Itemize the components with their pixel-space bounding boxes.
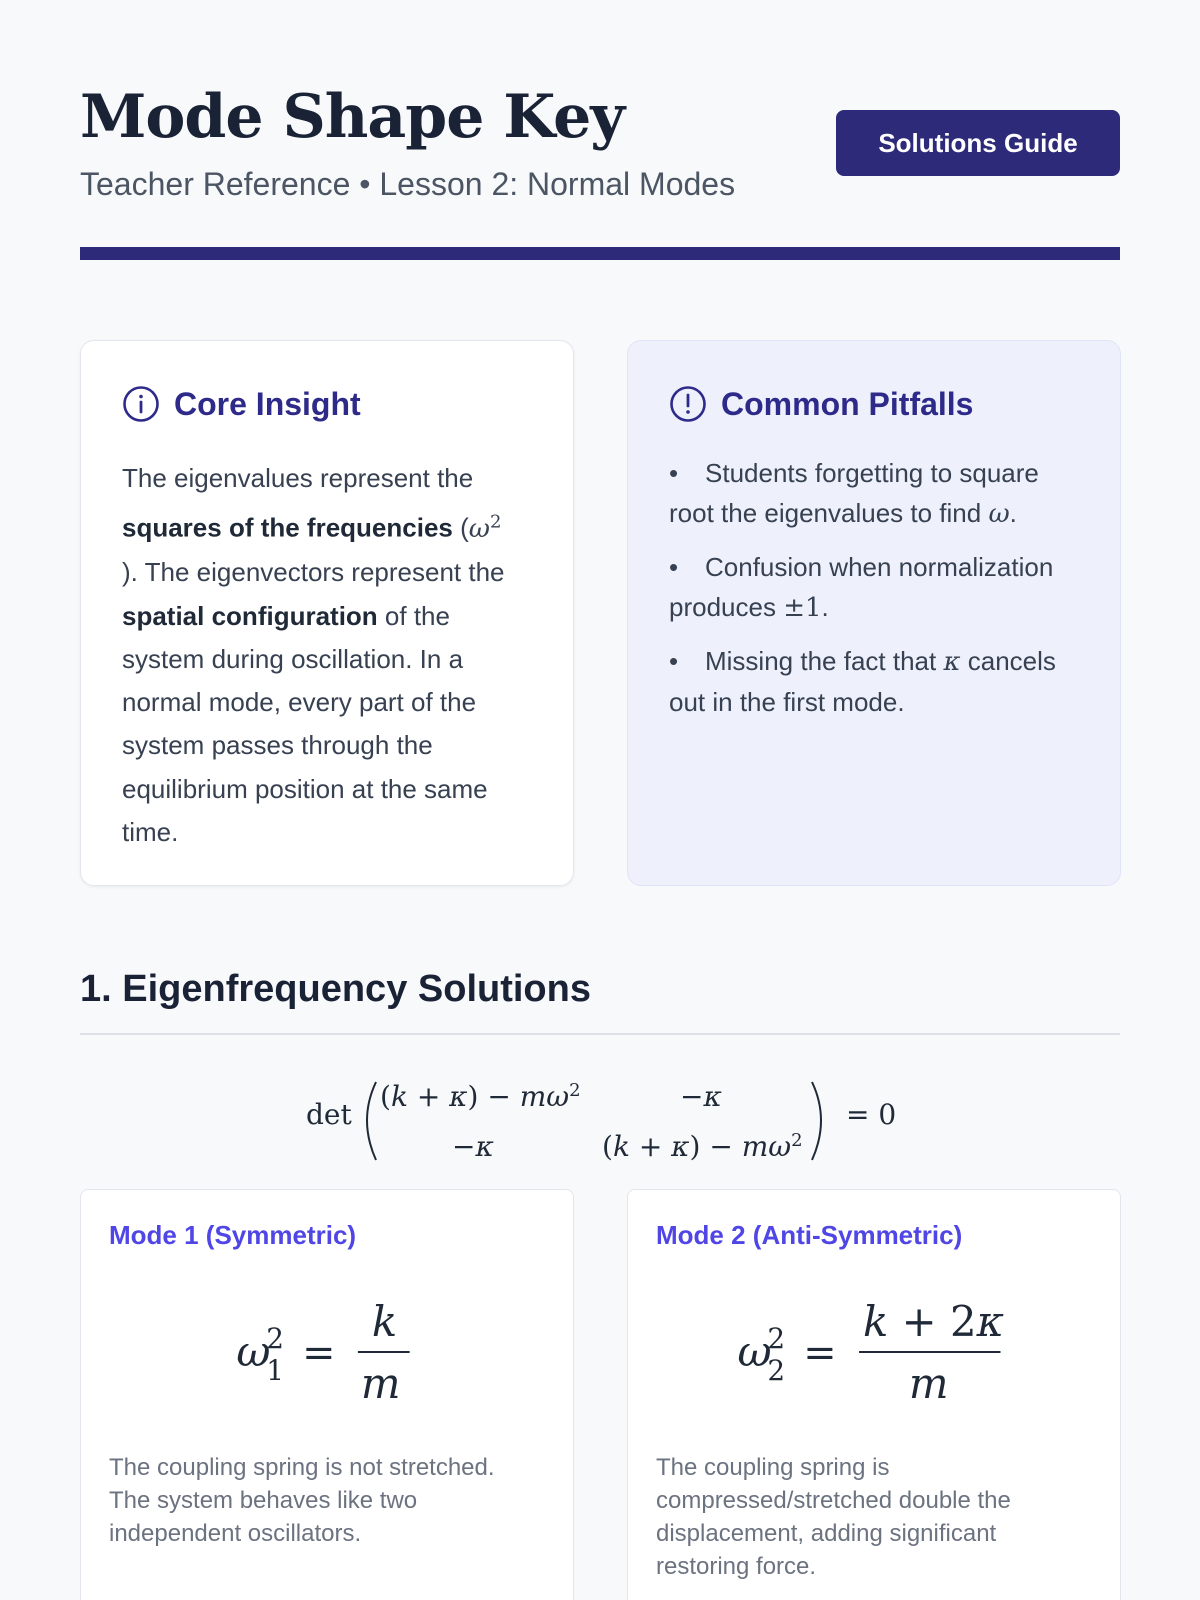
svg-text:2: 2 xyxy=(266,1322,284,1356)
svg-text:1: 1 xyxy=(266,1353,284,1387)
common-pitfalls-title: Common Pitfalls xyxy=(721,385,974,422)
list-item: • Confusion when normalization produces ±1. xyxy=(669,547,1089,628)
svg-text:2: 2 xyxy=(767,1353,786,1387)
svg-text:=: = xyxy=(803,1329,837,1376)
svg-text:det: det xyxy=(306,1098,352,1131)
core-insight-title: Core Insight xyxy=(174,385,361,422)
svg-text:ω: ω xyxy=(737,1326,772,1376)
mode-1-card xyxy=(80,1189,574,1600)
mode-1-description: The coupling spring is not stretched. The system behaves like two independent oscillators. xyxy=(109,1454,495,1547)
svg-text:−κ: −κ xyxy=(452,1130,494,1163)
svg-text:2: 2 xyxy=(767,1322,786,1356)
svg-text:(k + κ) − mω2: $(k + \kappa) - m\omega^2$ xyxy=(380,1080,581,1113)
omega-squared: $\omega^2$ xyxy=(468,511,502,544)
mode-1-title: Mode 1 (Symmetric) xyxy=(109,1220,357,1250)
svg-text:k: k xyxy=(371,1297,398,1347)
svg-text:m: m xyxy=(360,1358,401,1408)
page-title: Mode Shape Key xyxy=(80,82,625,152)
core-insight-card xyxy=(80,340,574,886)
mode-2-title: Mode 2 (Anti-Symmetric) xyxy=(656,1220,963,1250)
common-pitfalls-header xyxy=(669,385,973,423)
mode-1-equation xyxy=(81,1286,573,1416)
svg-text:m: m xyxy=(908,1358,949,1408)
list-item: • Students forgetting to square root the eigenvalues to find ω. xyxy=(669,453,1089,534)
pitfalls-list xyxy=(669,453,1089,735)
alert-icon xyxy=(669,385,707,423)
svg-text:= 0: = 0 xyxy=(846,1098,897,1131)
section-title: 1. Eigenfrequency Solutions xyxy=(80,968,591,1010)
core-insight-text: The eigenvalues represent the squares of the frequencies ($\omega^2$ ). The eigenvectors represent the spatial configuration of the system during oscillation. In a normal mode, every part of the system passes through the equilibrium position at the same time. xyxy=(122,463,505,848)
solutions-guide-button[interactable]: Solutions Guide xyxy=(836,110,1120,176)
common-pitfalls-card xyxy=(627,340,1121,886)
core-insight-header xyxy=(122,385,361,423)
svg-text:=: = xyxy=(302,1329,336,1376)
determinant-equation xyxy=(306,1072,906,1172)
list-item: • Missing the fact that κ cancels out in the first mode. xyxy=(669,641,1089,722)
page-subtitle: Teacher Reference • Lesson 2: Normal Modes xyxy=(80,166,736,202)
svg-text:k + 2κ: k + 2κ xyxy=(863,1297,1005,1347)
info-icon xyxy=(122,385,160,423)
mode-2-card xyxy=(627,1189,1121,1600)
page-header xyxy=(80,82,1120,262)
svg-text:ω: ω xyxy=(236,1326,271,1376)
header-divider xyxy=(80,247,1120,260)
svg-text:−κ: −κ xyxy=(680,1080,722,1113)
mode-2-equation xyxy=(628,1286,1120,1416)
mode-2-description: The coupling spring is compressed/stretched double the displacement, adding significant restoring force. xyxy=(656,1454,1011,1580)
svg-text:(k + κ) − mω2: $(k + \kappa) - m\omega^2$ xyxy=(602,1130,803,1163)
section-divider xyxy=(80,1033,1120,1035)
